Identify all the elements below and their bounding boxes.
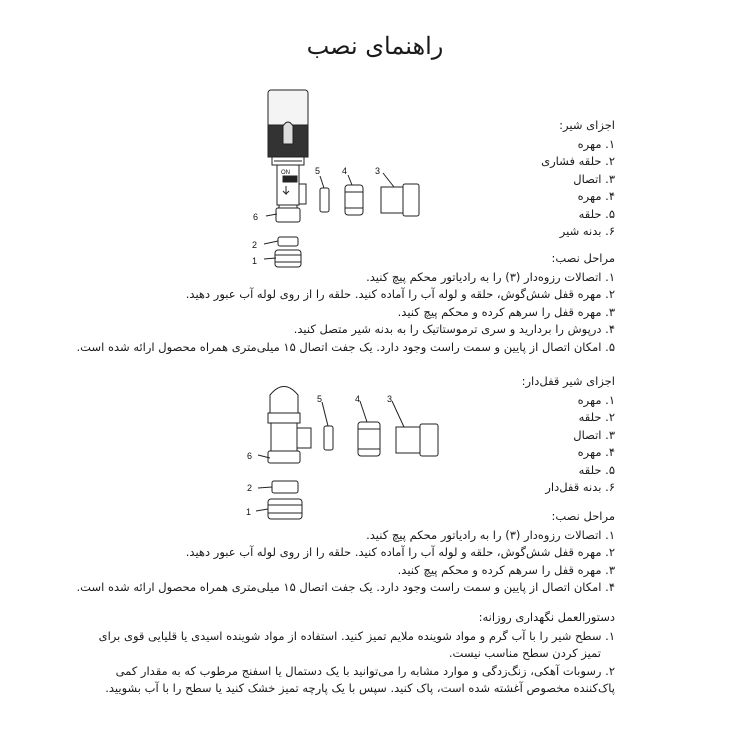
- part-item: ۲. حلقه فشاری: [541, 154, 615, 168]
- part-6-body: [276, 208, 300, 222]
- thermostatic-head: [268, 90, 308, 165]
- label-4: 4: [355, 394, 361, 404]
- valve-parts-heading: اجزای شیر:: [559, 118, 615, 132]
- part-3-fitting: [381, 184, 419, 216]
- part-4-nut: [358, 422, 380, 456]
- step-item: ۱. اتصالات رزوه‌دار (۳) را به رادیاتور محکم پیچ کنید.: [366, 527, 615, 542]
- part-item: ۱. مهره: [577, 136, 615, 151]
- step-item: ۳. مهره قفل را سرهم کرده و محکم پیچ کنید.: [397, 562, 615, 577]
- step-item: ۳. مهره قفل را سرهم کرده و محکم پیچ کنید.: [397, 304, 615, 319]
- label-4: 4: [342, 166, 348, 176]
- part-item: ۵. حلقه: [578, 462, 615, 477]
- lock-valve-parts-heading: اجزای شیر قفل‌دار:: [521, 374, 615, 388]
- maintenance-line: پاک‌کننده مخصوص آغشته شده است، پاک کنید. سپس با یک پارچه تمیز خشک کنید یا سطح را با آب بشویید.: [105, 681, 615, 695]
- part-3-fitting: [396, 424, 438, 456]
- label-1: 1: [246, 507, 252, 517]
- label-6: 6: [247, 451, 253, 461]
- part-item: ۳. اتصال: [573, 171, 615, 186]
- label-2: 2: [247, 483, 253, 493]
- label-3: 3: [387, 394, 393, 404]
- install-steps-heading-2: مراحل نصب:: [551, 509, 615, 523]
- diagram1-labels: [252, 166, 380, 266]
- part-1-nut: [268, 499, 302, 519]
- part-item: ۲. حلقه: [578, 410, 615, 424]
- label-2: 2: [252, 240, 258, 250]
- step-item: ۱. اتصالات رزوه‌دار (۳) را به رادیاتور محکم پیچ کنید.: [366, 269, 615, 284]
- step-item: ۵. امکان اتصال از پایین و سمت راست وجود دارد. یک جفت اتصال ۱۵ میلی‌متری همراه محصول ارائه شده است.: [76, 339, 615, 354]
- step-item: ۲. مهره قفل شش‌گوش، حلقه و لوله آب را آماده کنید. حلقه را از روی لوله آب عبور دهید.: [185, 287, 615, 301]
- install-steps-heading: مراحل نصب:: [551, 251, 615, 265]
- part-5-ring: [324, 426, 333, 450]
- part-item: ۴. مهره: [577, 189, 615, 203]
- part-item: ۱. مهره: [577, 392, 615, 407]
- part-item: ۵. حلقه: [578, 206, 615, 221]
- page-title: راهنمای نصب: [306, 32, 444, 60]
- label-3: 3: [375, 166, 381, 176]
- step-item: ۲. مهره قفل شش‌گوش، حلقه و لوله آب را آماده کنید. حلقه را از روی لوله آب عبور دهید.: [185, 545, 615, 559]
- on-label: ON: [281, 170, 290, 176]
- lock-valve-body: [268, 387, 311, 464]
- part-4-nut: [345, 185, 363, 215]
- part-item: ۳. اتصال: [573, 427, 615, 442]
- part-item: ۶. بدنه قفل‌دار: [545, 480, 615, 494]
- label-5: 5: [315, 166, 321, 176]
- label-5: 5: [317, 394, 323, 404]
- step-item: ۴. امکان اتصال از پایین و سمت راست وجود دارد. یک جفت اتصال ۱۵ میلی‌متری همراه محصول ارائه شده است.: [76, 580, 615, 594]
- maintenance-line: ۱. سطح شیر را با آب گرم و مواد شوینده ملایم تمیز کنید. استفاده از مواد شوینده اسیدی یا قلیایی قوی برای: [98, 628, 615, 643]
- maintenance-line: ۲. رسوبات آهکی، زنگ‌زدگی و موارد مشابه را می‌توانید با یک دستمال یا اسفنج مرطوب که به مقدار کمی: [115, 663, 615, 678]
- step-item: ۴. درپوش را بردارید و سری ترموستاتیک را به بدنه شیر متصل کنید.: [293, 322, 615, 336]
- part-item: ۶. بدنه شیر: [559, 224, 615, 238]
- part-2-ring: [278, 237, 298, 246]
- part-1-nut: [275, 250, 301, 267]
- maintenance-heading: دستورالعمل نگهداری روزانه:: [478, 610, 615, 624]
- label-1: 1: [252, 256, 258, 266]
- maintenance-line: تمیز کردن سطح مناسب نیست.: [448, 646, 601, 660]
- part-5-ring: [320, 188, 329, 212]
- lockshield-valve-diagram: [256, 387, 438, 520]
- part-2-ring: [272, 481, 298, 493]
- part-item: ۴. مهره: [577, 445, 615, 459]
- thermostatic-valve-diagram: [264, 90, 419, 267]
- label-6: 6: [253, 212, 259, 222]
